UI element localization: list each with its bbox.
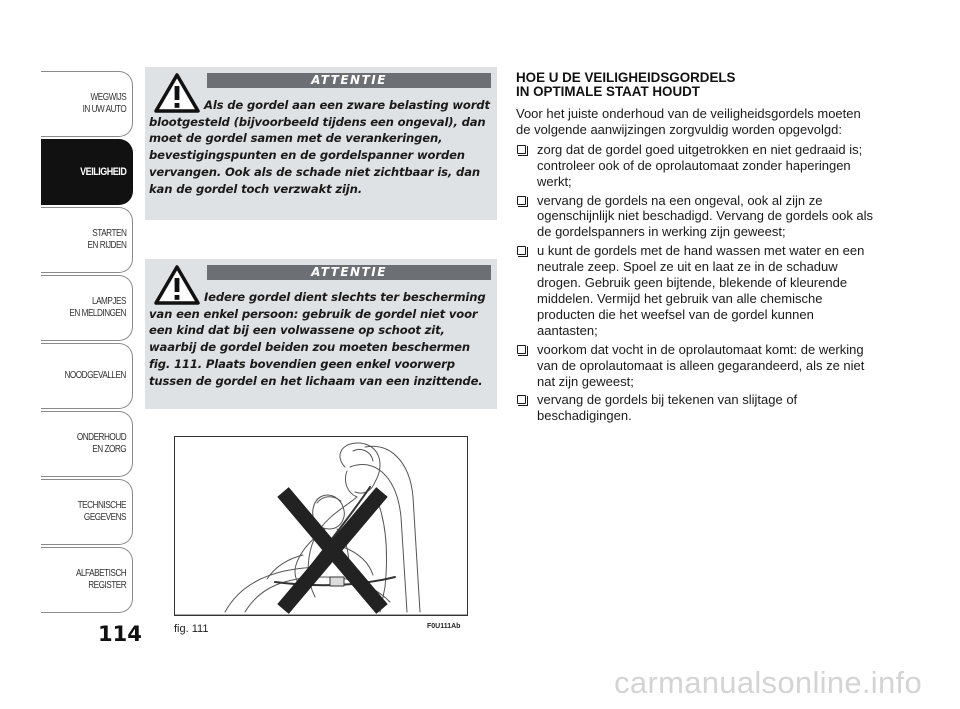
list-item-text: voorkom dat vocht in de oprolautomaat komt: de werking van de oprolautomaat is alleen gegarandeerd, als ze niet nat zijn geweest; xyxy=(537,341,865,389)
tab-lampjes[interactable] xyxy=(41,275,133,341)
tab-alfabetisch[interactable] xyxy=(41,547,133,613)
warning-box xyxy=(145,259,497,409)
tab-veiligheid[interactable] xyxy=(41,139,133,205)
tab-technische[interactable] xyxy=(41,479,133,545)
tab-onderhoud[interactable] xyxy=(41,411,133,477)
tab-label: ONDERHOUD EN ZORG xyxy=(76,432,126,455)
tab-label: VEILIGHEID xyxy=(79,166,126,178)
list-item xyxy=(516,243,876,338)
tab-label: STARTEN EN RIJDEN xyxy=(87,228,126,251)
list-item-text: zorg dat de gordel goed uitgetrokken en niet gedraaid is; controleer ook of de oprolautomaat zonder haperingen werkt; xyxy=(537,141,863,189)
checkbox-bullet-icon xyxy=(517,145,526,154)
tab-label: WEGWIJS IN UW AUTO xyxy=(82,92,126,115)
page-number: 114 xyxy=(98,622,142,646)
tab-label: ALFABETISCH REGISTER xyxy=(75,568,126,591)
watermark: carmanualsonline.info xyxy=(614,665,922,700)
warning-heading: ATTENTIE xyxy=(207,73,491,88)
figure-caption: fig. 111 xyxy=(174,623,209,635)
tab-label: TECHNISCHE GEGEVENS xyxy=(77,500,126,523)
warning-text: Iedere gordel dient slechts ter bescherming van een enkel persoon: gebruik de gordel niet voor een kind dat bij een volwassene op schoot zit, waarbij de gordel beiden zou moeten beschermen fig. 111. Plaats bovendien geen enkel voorwerp tussen de gordel en het lichaam van een inzittende. xyxy=(149,290,486,388)
tab-wegwijs[interactable] xyxy=(41,71,133,137)
warning-text: Als de gordel aan een zware belasting wordt blootgesteld (bijvoorbeeld tijdens een ongeval), dan moet de gordel samen met de verankeringen, bevestigingspunten en de gordelspanner worden vervangen. Ook als de schade niet zichtbaar is, dan kan de gordel toch verzwakt zijn. xyxy=(149,98,490,196)
main-content xyxy=(516,71,876,427)
tab-starten[interactable] xyxy=(41,207,133,273)
warning-box xyxy=(145,67,497,220)
section-intro: Voor het juiste onderhoud van de veiligheidsgordels moeten de volgende aanwijzingen zorgvuldig worden opgevolgd: xyxy=(516,106,861,137)
figure-code: F0U111Ab xyxy=(427,623,461,630)
figure-illustration xyxy=(174,436,468,616)
list-item-text: vervang de gordels na een ongeval, ook al zijn ze ogenschijnlijk niet beschadigd. Vervang de gordels ook als de gordelspanners in werking zijn geweest; xyxy=(537,192,874,240)
list-item-text: u kunt de gordels met de hand wassen met water en een neutrale zeep. Spoel ze uit en laat ze in de schaduw drogen. Gebruik geen bijtende, blekende of kleurende middelen. Vermijd het gebruik van alle chemische producten die het weefsel van de gordel kunnen aantasten; xyxy=(537,243,865,338)
list-item-text: vervang de gordels bij tekenen van slijtage of beschadigingen. xyxy=(537,392,798,424)
list-item xyxy=(516,342,876,390)
list-item xyxy=(516,142,876,190)
checkbox-bullet-icon xyxy=(517,246,526,255)
checkbox-bullet-icon xyxy=(517,395,526,404)
tab-label: NOODGEVALLEN xyxy=(64,370,126,381)
child-on-lap-illustration xyxy=(175,437,468,616)
tab-noodgevallen[interactable] xyxy=(41,343,133,409)
warning-heading: ATTENTIE xyxy=(207,265,491,280)
list-item xyxy=(516,193,876,241)
tab-label: LAMPJES EN MELDINGEN xyxy=(69,296,126,319)
list-item xyxy=(516,392,876,424)
checkbox-bullet-icon xyxy=(517,196,526,205)
section-title: HOE U DE VEILIGHEIDSGORDELS IN OPTIMALE STAAT HOUDT xyxy=(516,70,736,99)
instruction-list xyxy=(516,142,876,424)
checkbox-bullet-icon xyxy=(517,345,526,354)
